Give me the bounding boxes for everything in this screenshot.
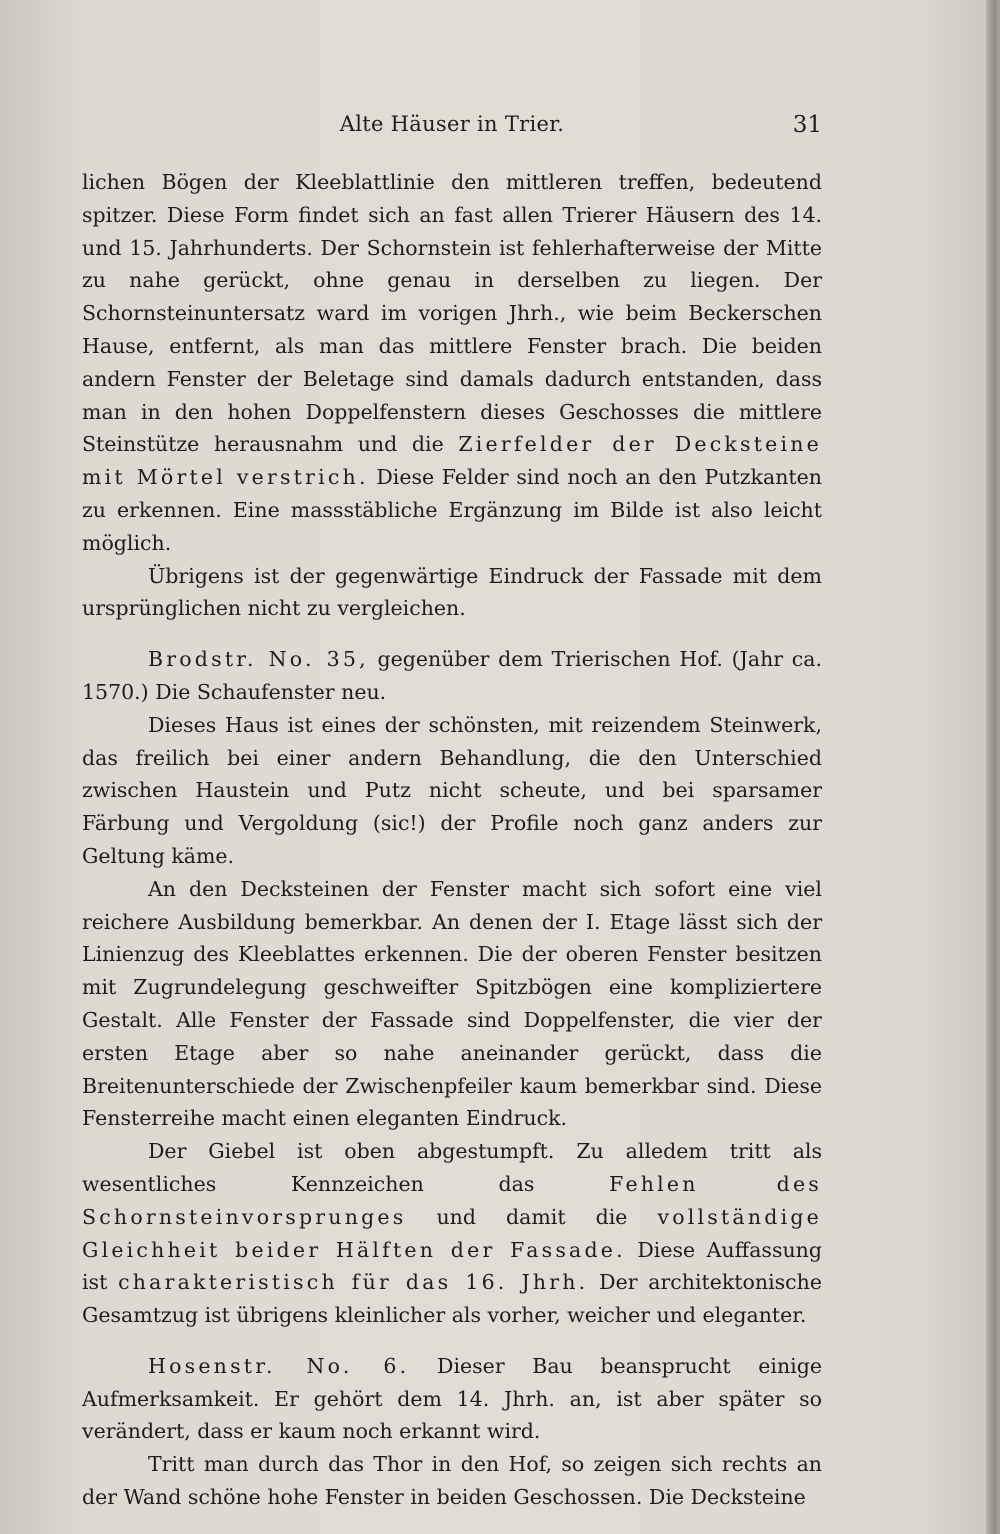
paragraph (82, 1448, 822, 1514)
spaced-emphasis: vollständige Gleichheit beider Hälften der Fassade. (82, 1204, 822, 1262)
text-run: Diese Felder sind noch an den Putzkanten zu erkennen. Eine massstäbliche Ergänzung im Bilde ist also leicht möglich. (82, 465, 822, 555)
text-run: Dieses Haus ist eines der schönsten, mit reizendem Steinwerk, das freilich bei einer andern Behandlung, die den Unterschied zwischen Haustein und Putz nicht scheute, und bei sparsamer Färbung und Vergoldung (sic!) der Profile noch ganz anders zur Geltung käme. (82, 712, 822, 868)
text-run: gegenüber dem Trierischen Hof. (Jahr ca. 1570.) Die Schaufenster neu. (82, 647, 822, 704)
spaced-emphasis: Fehlen des Schornsteinvorsprunges (82, 1171, 822, 1229)
page-header (82, 112, 822, 144)
paragraph (82, 709, 822, 873)
text-run: und damit die (406, 1204, 658, 1229)
paragraph (82, 1135, 822, 1332)
spaced-emphasis: Zierfelder der Decksteine mit Mörtel verstrich. (82, 432, 823, 490)
book-spine-edge (986, 0, 1000, 1534)
running-title: Alte Häuser in Trier. (339, 112, 565, 136)
spaced-emphasis: charakteristisch für das 16. Jhrh. (118, 1270, 589, 1295)
text-run: An den Decksteinen der Fenster macht sich sofort eine viel reichere Ausbildung bemerkbar. An denen der I. Etage lässt sich der Linienzug des Kleeblattes erkennen. Die der oberen Fenster besitzen mit Zugrundelegung geschweifter Spitzbögen eine kompliziertere Gestalt. Alle Fenster der Fassade sind Doppelfenster, die vier der ersten Etage aber so nahe aneinander gerückt, dass die Breitenunterschiede der Zwischenpfeiler kaum bemerkbar sind. Diese Fensterreihe macht einen eleganten Eindruck. (82, 876, 822, 1131)
text-run: Übrigens ist der gegenwärtige Eindruck der Fassade mit dem ursprünglichen nicht zu vergleichen. (82, 563, 822, 621)
section-paragraph (82, 1350, 822, 1448)
text-run: lichen Bögen der Kleeblattlinie den mittleren treffen, bedeutend spitzer. Diese Form findet sich an fast allen Trierer Häusern des 14. und 15. Jahrhunderts. Der Schornstein ist fehlerhafterweise der Mitte zu nahe gerückt, ohne genau in derselben zu liegen. Der Schornsteinuntersatz ward im vorigen Jhrh., wie beim Beckerschen Hause, entfernt, als man das mittlere Fenster brach. Die beiden andern Fenster der Beletage sind damals dadurch entstanden, dass man in den hohen Doppelfenstern dieses Geschosses die mittlere Steinstütze herausnahm und die (82, 170, 822, 457)
section-heading: Brodstr. No. 35, (148, 647, 369, 672)
paragraph (82, 166, 822, 560)
page-number: 31 (792, 112, 822, 138)
paragraph (82, 873, 822, 1135)
paragraph (82, 560, 822, 626)
section-heading: Hosenstr. No. 6. (148, 1353, 410, 1378)
text-run: Diese Auffassung ist (82, 1237, 822, 1295)
text-run: Der architektonische Gesamtzug ist übrigens kleinlicher als vorher, weicher und eleganter. (82, 1270, 822, 1328)
text-run: Der Giebel ist oben abgestumpft. Zu alledem tritt als wesentliches Kennzeichen das (82, 1139, 822, 1196)
text-run: Tritt man durch das Thor in den Hof, so zeigen sich rechts an der Wand schöne hohe Fenster in beiden Geschossen. Die Decksteine (82, 1452, 822, 1510)
section-paragraph (82, 643, 822, 709)
text-run: Dieser Bau beansprucht einige Aufmerksamkeit. Er gehört dem 14. Jhrh. an, ist aber später so verändert, dass er kaum noch erkannt wird. (82, 1353, 822, 1444)
body-text (82, 166, 822, 1514)
